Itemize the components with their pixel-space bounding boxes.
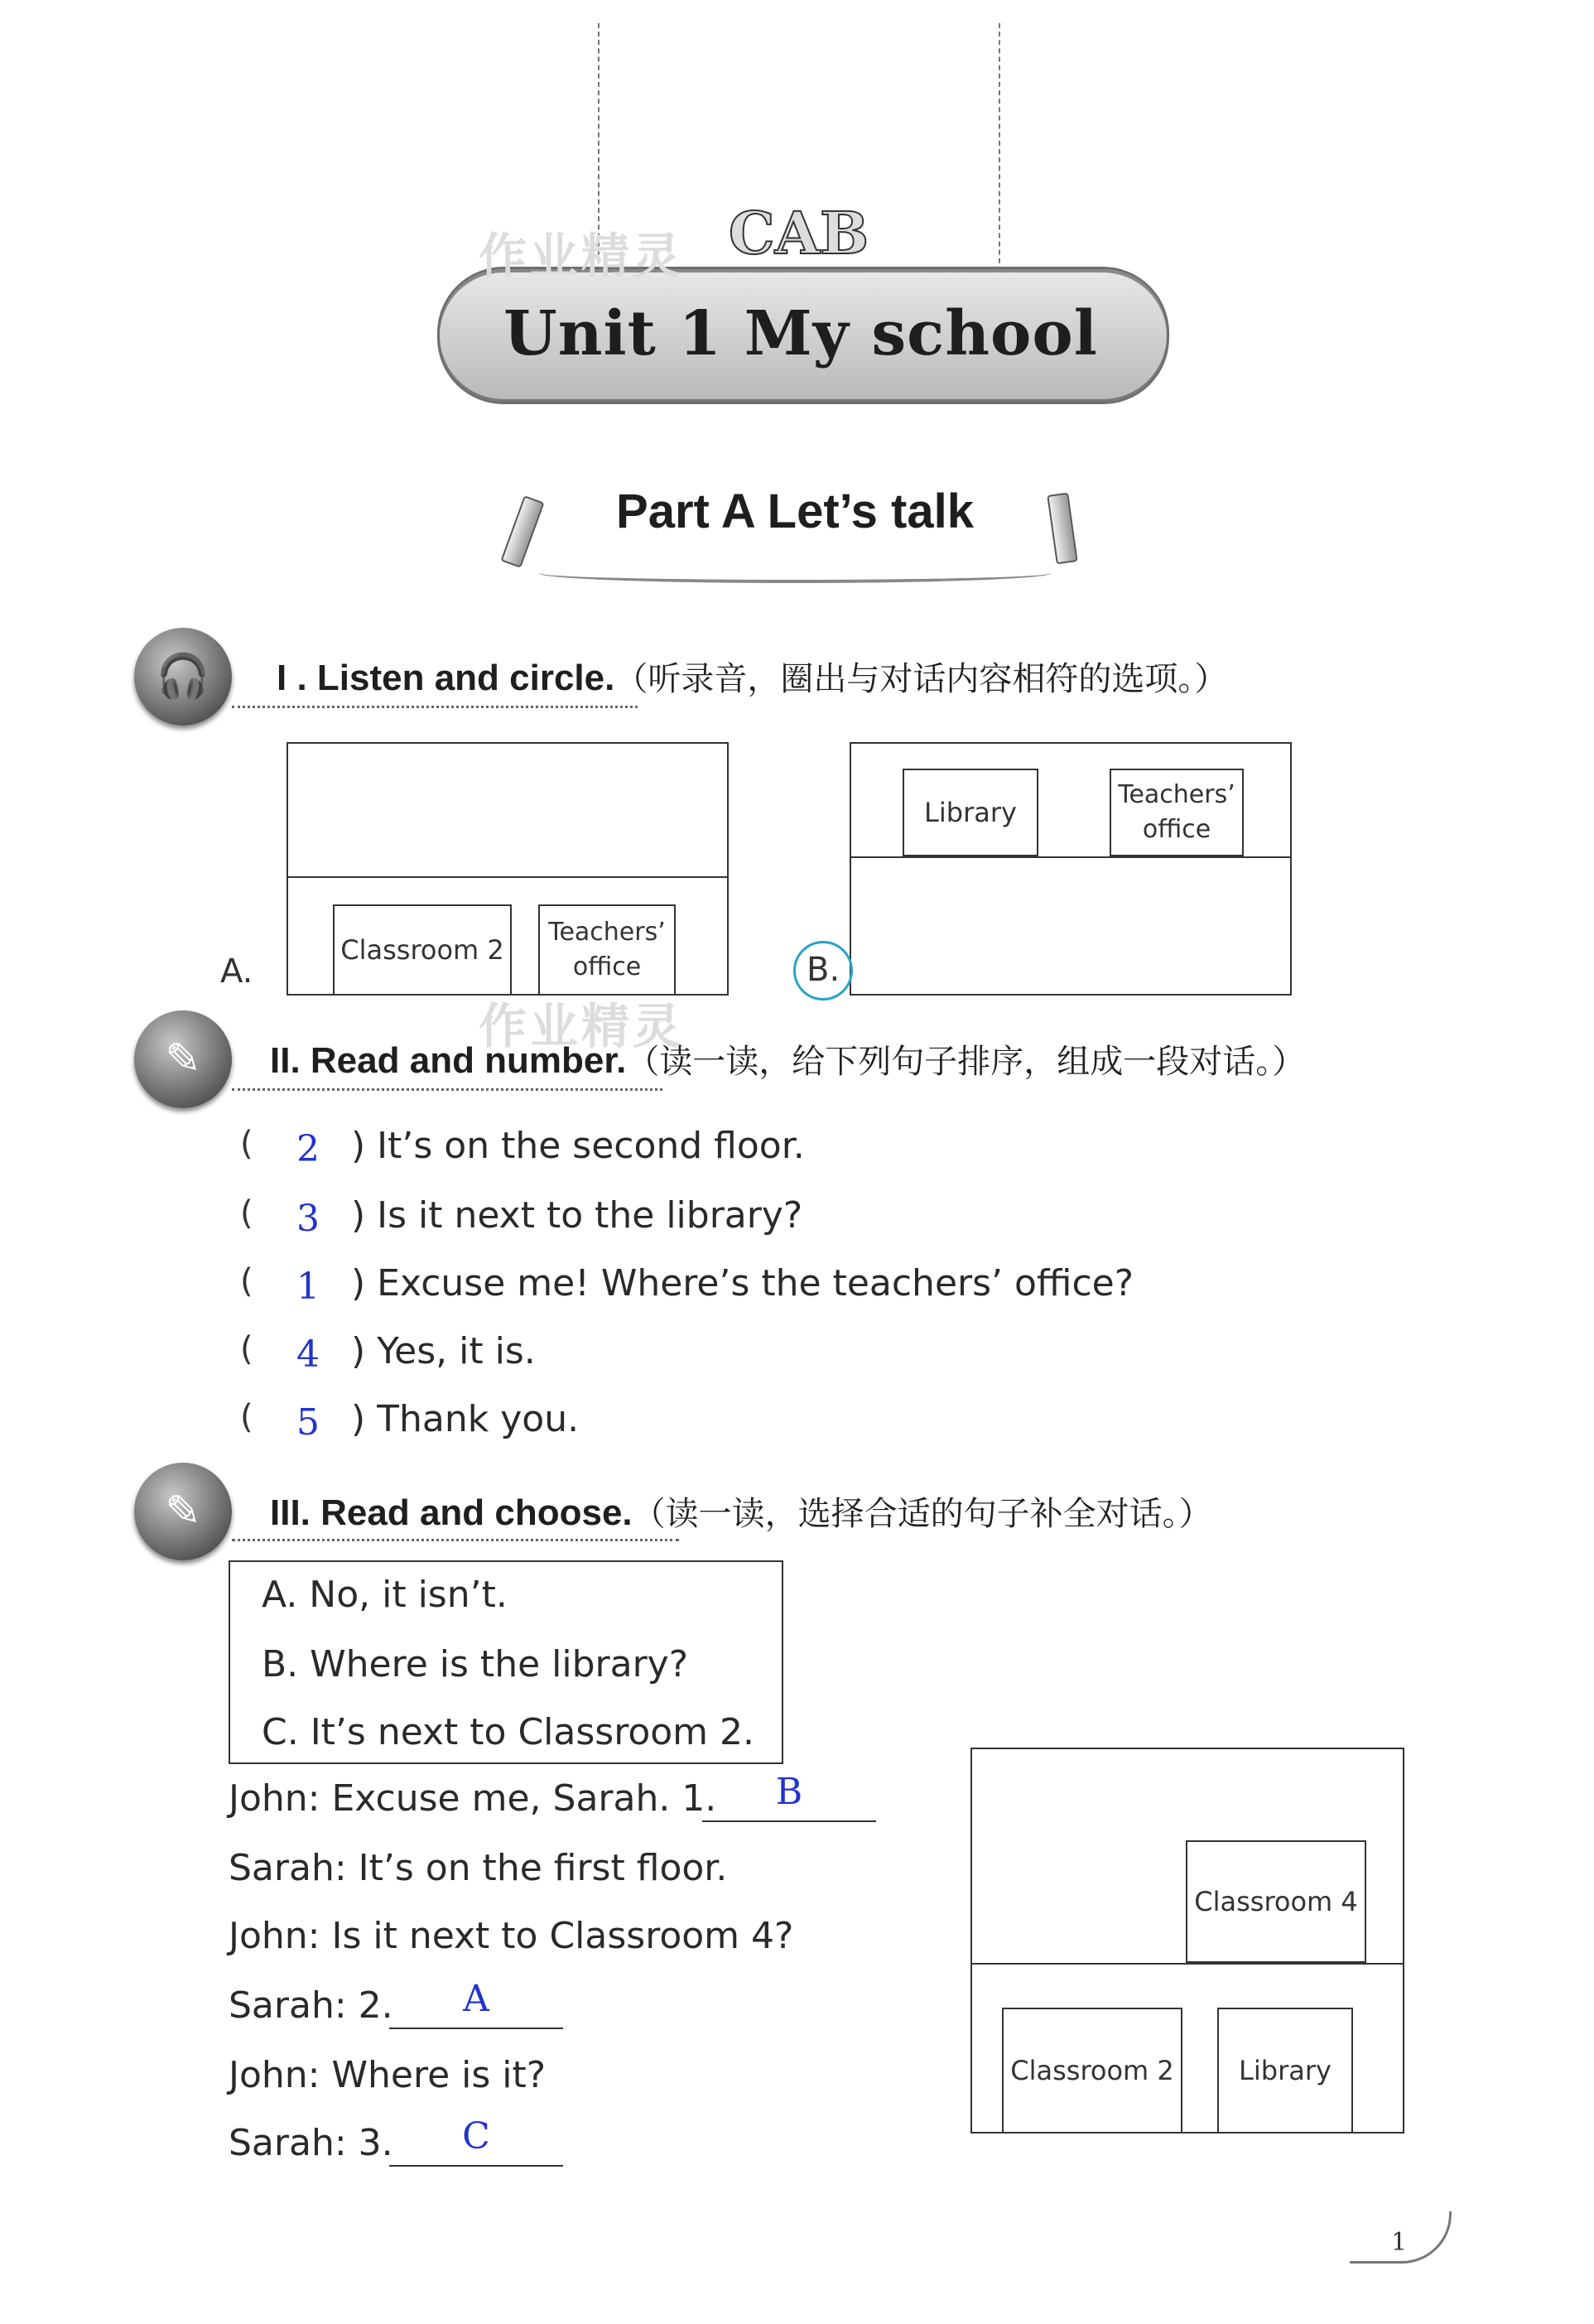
hanging-string-right xyxy=(999,23,1000,280)
section2-title xyxy=(270,1035,1305,1082)
dialogue-line: Sarah: 2. xyxy=(229,1984,393,2027)
part-title-underline xyxy=(538,563,1052,583)
watermark-2: 作业精灵 xyxy=(479,998,685,1054)
number-sentence: ) Is it next to the library? xyxy=(351,1194,803,1237)
headphones-icon: 🎧 xyxy=(134,628,232,726)
answer-blank[interactable] xyxy=(389,2165,563,2167)
unit-title: Unit 1 My school xyxy=(503,298,1098,369)
open-paren: ( xyxy=(240,1125,253,1163)
dialogue-line: John: Is it next to Classroom 4? xyxy=(229,1915,794,1957)
section1-title xyxy=(277,653,1227,700)
section1-instruction: （听录音，圈出与对话内容相符的选项。） xyxy=(614,660,1228,698)
open-paren: ( xyxy=(240,1398,253,1436)
number-answer[interactable]: 5 xyxy=(296,1401,320,1444)
option-b-room-2 xyxy=(1110,769,1244,856)
section3-underline xyxy=(232,1529,679,1541)
pencil-badge-icon-3: ✎ xyxy=(134,1463,232,1560)
option-a-room-1: Classroom 2 xyxy=(333,904,512,996)
cab-logo: CAB xyxy=(729,199,869,268)
part-title: Part A Let’s talk xyxy=(616,485,974,538)
choice-c: C. It’s next to Classroom 2. xyxy=(262,1711,754,1753)
option-b-room-1: Library xyxy=(903,769,1038,856)
map-room-library: Library xyxy=(1217,2008,1353,2134)
option-b-room-2-label: Teachers’ office xyxy=(1118,780,1235,844)
open-paren: ( xyxy=(240,1194,253,1232)
number-answer[interactable]: 3 xyxy=(296,1198,320,1240)
option-a-room-2-label: Teachers’ office xyxy=(548,918,666,981)
dialogue-answer[interactable]: C xyxy=(462,2115,490,2158)
dialogue-line: John: Where is it? xyxy=(229,2054,547,2096)
section3-instruction: （读一读，选择合适的句子补全对话。） xyxy=(632,1495,1212,1533)
choice-a: A. No, it isn’t. xyxy=(262,1574,508,1616)
choice-b: B. Where is the library? xyxy=(262,1643,689,1685)
watermark: 作业精灵 xyxy=(479,228,685,284)
section3-title-text: III. Read and choose. xyxy=(270,1492,633,1533)
number-sentence: ) Excuse me! Where’s the teachers’ office? xyxy=(351,1262,1134,1304)
dialogue-line: Sarah: 3. xyxy=(229,2122,393,2164)
section1-title-text: I . Listen and circle. xyxy=(277,658,615,698)
map-floor-divider xyxy=(970,1963,1404,1965)
option-a-letter[interactable]: A. xyxy=(220,952,253,991)
section2-instruction: （读一读，给下列句子排序，组成一段对话。） xyxy=(626,1043,1306,1081)
option-a-room-2 xyxy=(538,904,676,996)
section2-underline xyxy=(232,1078,662,1091)
number-sentence: ) It’s on the second floor. xyxy=(351,1125,805,1167)
open-paren: ( xyxy=(240,1262,253,1300)
answer-blank[interactable] xyxy=(702,1820,876,1822)
dialogue-answer[interactable]: A xyxy=(463,1978,489,2020)
option-b-floor-divider xyxy=(850,856,1292,858)
number-answer[interactable]: 1 xyxy=(296,1266,320,1308)
map-room-classroom-2: Classroom 2 xyxy=(1002,2008,1182,2134)
option-a-floor-divider xyxy=(287,876,729,878)
number-answer[interactable]: 4 xyxy=(296,1333,320,1376)
option-b-letter[interactable]: B. xyxy=(807,951,840,989)
map-room-classroom-4: Classroom 4 xyxy=(1186,1840,1366,1963)
number-answer[interactable]: 2 xyxy=(296,1128,320,1170)
section2-title-text: II. Read and number. xyxy=(270,1040,627,1081)
dialogue-line: Sarah: It’s on the first floor. xyxy=(229,1847,728,1889)
open-paren: ( xyxy=(240,1330,253,1368)
answer-blank[interactable] xyxy=(389,2027,563,2029)
page-number: 1 xyxy=(1391,2228,1408,2257)
section1-underline xyxy=(232,696,638,708)
number-sentence: ) Yes, it is. xyxy=(351,1330,536,1372)
dialogue-line: John: Excuse me, Sarah. 1. xyxy=(229,1777,717,1820)
number-sentence: ) Thank you. xyxy=(351,1398,580,1440)
pencil-badge-icon-2: ✎ xyxy=(134,1010,232,1108)
section3-title xyxy=(270,1487,1212,1535)
dialogue-answer[interactable]: B xyxy=(775,1771,803,1813)
